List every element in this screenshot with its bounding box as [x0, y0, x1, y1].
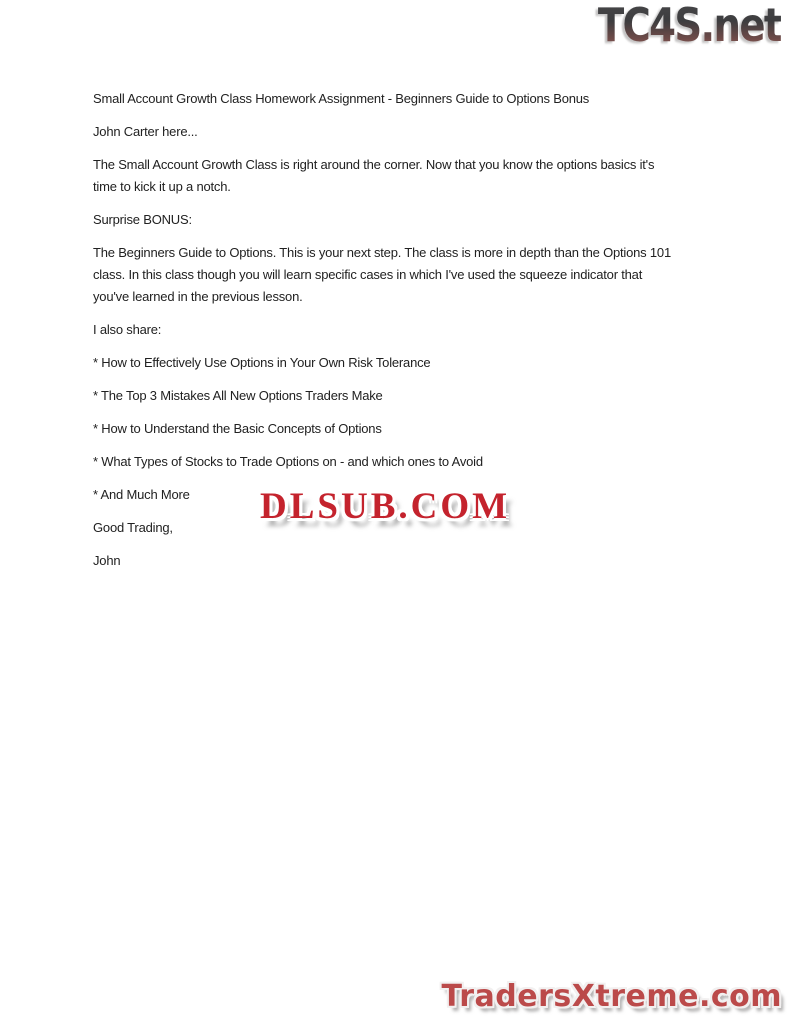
text-line: time to kick it up a notch.	[93, 179, 231, 194]
paragraph	[93, 88, 733, 110]
paragraph	[93, 352, 733, 374]
text-line: * How to Understand the Basic Concepts of Options	[93, 421, 382, 436]
paragraph	[93, 385, 733, 407]
text-line: * The Top 3 Mistakes All New Options Traders Make	[93, 388, 383, 403]
paragraph	[93, 154, 733, 198]
text-line: * What Types of Stocks to Trade Options on - and which ones to Avoid	[93, 454, 483, 469]
tc4s-net-watermark-logo: TC4S.net	[598, 0, 781, 52]
text-line: * How to Effectively Use Options in Your Own Risk Tolerance	[93, 355, 431, 370]
tradersxtreme-com-watermark-logo: TradersXtreme.com	[441, 979, 782, 1014]
text-line: Surprise BONUS:	[93, 212, 192, 227]
text-line: John Carter here...	[93, 124, 198, 139]
paragraph	[93, 121, 733, 143]
paragraph	[93, 550, 733, 572]
text-line: The Small Account Growth Class is right around the corner. Now that you know the options basics it's	[93, 157, 655, 172]
dlsub-com-watermark-logo: DLSUB.COM	[260, 486, 511, 527]
text-line: class. In this class though you will learn specific cases in which I've used the squeeze indicator that	[93, 267, 643, 282]
text-line: Good Trading,	[93, 520, 173, 535]
text-line: Small Account Growth Class Homework Assignment - Beginners Guide to Options Bonus	[93, 91, 590, 106]
paragraph	[93, 418, 733, 440]
text-line: The Beginners Guide to Options. This is your next step. The class is more in depth than the Options 101	[93, 245, 671, 260]
paragraph	[93, 209, 733, 231]
paragraph	[93, 319, 733, 341]
text-line: you've learned in the previous lesson.	[93, 289, 303, 304]
text-line: * And Much More	[93, 487, 190, 502]
text-line: John	[93, 553, 121, 568]
text-line: I also share:	[93, 322, 162, 337]
paragraph	[93, 451, 733, 473]
paragraph	[93, 242, 733, 308]
